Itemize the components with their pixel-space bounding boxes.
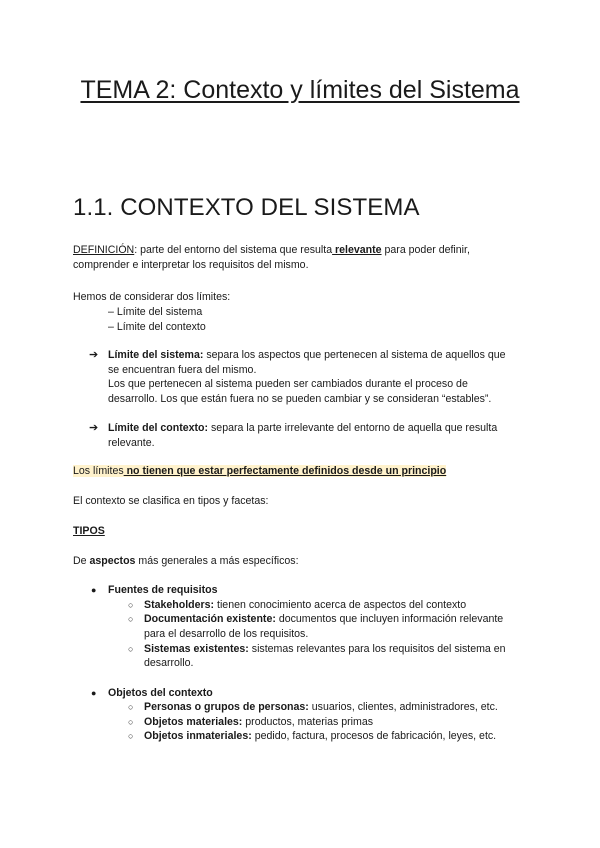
definition-text-cont: para poder definir,: [381, 244, 470, 256]
limits-list-item: – Límite del sistema: [108, 306, 203, 318]
limits-list-item: – Límite del contexto: [108, 321, 206, 333]
group-item: Personas o grupos de personas: usuarios, clientes, administradores, etc.: [144, 701, 498, 713]
note-prefix: Los límites: [73, 465, 124, 477]
highlighted-note: [73, 464, 446, 479]
tipos-heading: TIPOS: [73, 525, 105, 537]
definition-label: DEFINICIÓN: [73, 244, 135, 256]
definition-line-2: comprender e interpretar los requisitos del mismo.: [73, 259, 309, 271]
arrow-item-line: Límite del sistema: separa los aspectos que pertenecen al sistema de aquellos que: [108, 349, 506, 361]
arrow-item-line: desarrollo. Los que están fuera no se pueden cambiar y se consideran “estables”.: [108, 393, 492, 405]
group-item: Objetos materiales: productos, materias primas: [144, 716, 374, 728]
arrow-item-line: Límite del contexto: separa la parte irrelevante del entorno de aquella que resulta: [108, 422, 498, 434]
group-item: Sistemas existentes: sistemas relevantes para los requisitos del sistema en: [144, 643, 506, 655]
limits-intro: Hemos de considerar dos límites:: [73, 291, 231, 303]
definition-keyword: relevante: [332, 244, 382, 256]
bullet-circle-icon: ○: [128, 717, 134, 727]
bullet-circle-icon: ○: [128, 600, 134, 610]
arrow-item-term: Límite del contexto:: [108, 422, 209, 434]
arrow-bullet-icon: ➔: [89, 422, 99, 434]
definition-text: : parte del entorno del sistema que resulta: [134, 244, 333, 256]
bullet-circle-icon: ○: [128, 731, 134, 741]
group-item-cont: para el desarrollo de los requisitos.: [144, 628, 309, 640]
arrow-bullet-icon: ➔: [89, 349, 99, 361]
document-title: TEMA 2: Contexto y límites del Sistema: [80, 76, 520, 104]
group-title: Objetos del contexto: [108, 687, 213, 699]
group-title: Fuentes de requisitos: [108, 584, 218, 596]
aspects-text: De aspectos más generales a más específicos:: [73, 555, 299, 567]
group-item: Documentación existente: documentos que incluyen información relevante: [144, 613, 504, 625]
note-emphasis: no tienen que estar perfectamente definidos desde un principio: [123, 465, 447, 477]
section-heading: 1.1. CONTEXTO DEL SISTEMA: [73, 194, 420, 221]
bullet-dot-icon: ●: [91, 585, 97, 595]
arrow-item-line: relevante.: [108, 437, 155, 449]
arrow-item-line: se encuentran fuera del mismo.: [108, 364, 257, 376]
bullet-circle-icon: ○: [128, 702, 134, 712]
arrow-item-line: Los que pertenecen al sistema pueden ser cambiados durante el proceso de: [108, 378, 468, 390]
definition-line-1: [73, 243, 470, 258]
classification-text: El contexto se clasifica en tipos y facetas:: [73, 495, 269, 507]
group-item-cont: desarrollo.: [144, 657, 194, 669]
arrow-item-term: Límite del sistema:: [108, 349, 204, 361]
bullet-circle-icon: ○: [128, 644, 134, 654]
group-item: Objetos inmateriales: pedido, factura, procesos de fabricación, leyes, etc.: [144, 730, 497, 742]
group-item: Stakeholders: tienen conocimiento acerca de aspectos del contexto: [144, 599, 467, 611]
bullet-dot-icon: ●: [91, 688, 97, 698]
bullet-circle-icon: ○: [128, 614, 134, 624]
